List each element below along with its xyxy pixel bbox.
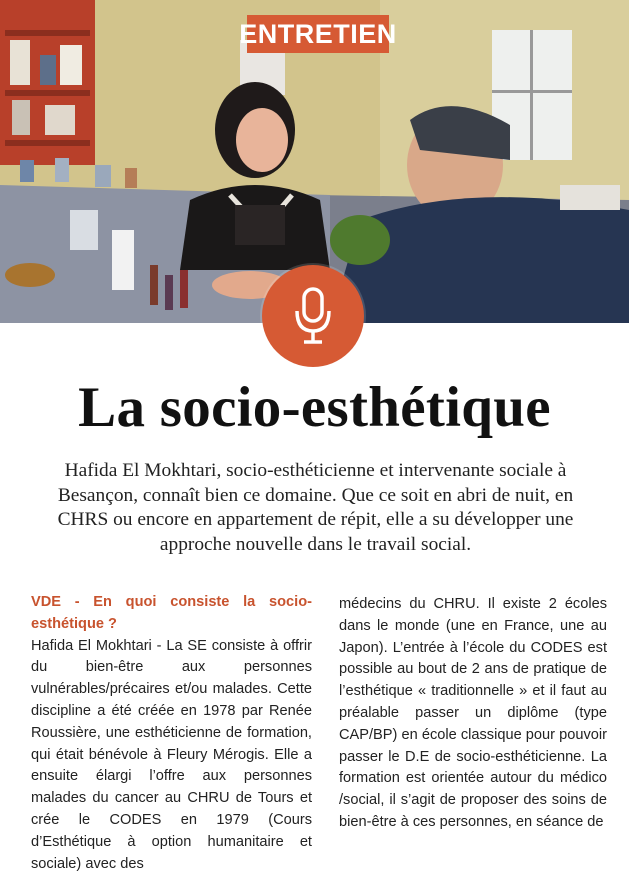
interview-question: VDE - En quoi consiste la socio-esthétique ? — [31, 594, 312, 632]
page-title: La socio-esthétique — [78, 376, 551, 439]
interview-answer-start: Hafida El Mokhtari - La SE consiste à offrir du bien-être aux personnes vulnérables/précaires et/ou malades. Cette discipline a été créée en 1978 par Renée Roussière, une esthéticienne de formation, qui était bénévole à Fleury Mérogis. Elle a ensuite élargi l’offre aux personnes malades du cancer au CHRU de Tours et crée le CODES en 1979 (Cours d’Esthétique à option humanitaire et sociale) avec des — [31, 637, 312, 872]
section-badge: ENTRETIEN — [247, 15, 389, 53]
intro-paragraph: Hafida El Mokhtari, socio-esthéticienne et intervenante sociale à Besançon, connaît bien ce domaine. Que ce soit en abri de nuit, en CHRS ou encore en appartement de répit, elle a su développer une approche nouvelle dans le travail social. — [57, 460, 574, 555]
interview-answer-continued: médecins du CHRU. Il existe 2 écoles dans le monde (une en France, une au Japon). L’entrée à l’école du CODES est possible au bout de 2 ans de pratique de l’esthétique « traditionnelle » et il faut au préalable passer un diplôme (type CAP/BP) en école classique pour pouvoir passer le D.E de socio-esthéticienne. La formation est orientée autour du médico /social, il s’agit de proposer des soins de bien-être à ces personnes, en séance de — [339, 596, 607, 830]
article-column-right — [339, 594, 607, 834]
microphone-icon — [293, 287, 333, 345]
article-column-left — [31, 592, 312, 875]
microphone-badge — [262, 265, 364, 367]
